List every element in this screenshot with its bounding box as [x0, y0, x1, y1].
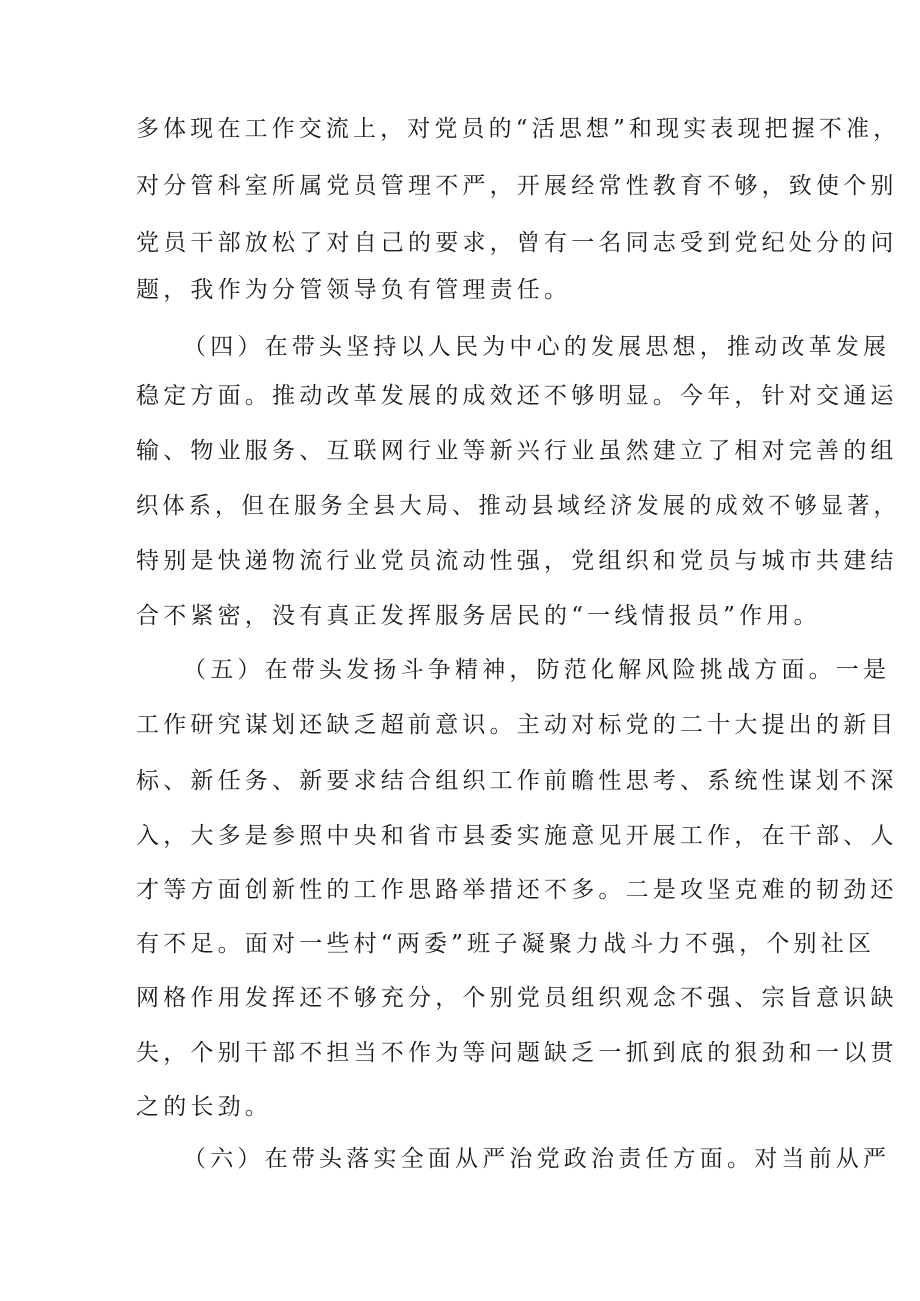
text-line: 失，个别干部不担当不作为等问题缺乏一抓到底的狠劲和一以贯 [136, 1040, 898, 1066]
text-line: 特别是快递物流行业党员流动性强，党组织和党员与城市共建结 [136, 548, 898, 574]
text-line: 才等方面创新性的工作思路举措还不多。二是攻坚克难的韧劲还 [136, 877, 898, 903]
section-heading-6: （六）在带头落实全面从严治党政治责任方面。对当前从严 [183, 1146, 891, 1172]
text-line: 合不紧密，没有真正发挥服务居民的“一线情报员”作用。 [136, 603, 821, 629]
section-heading-5: （五）在带头发扬斗争精神，防范化解风险挑战方面。一是 [183, 657, 891, 683]
text-line: 稳定方面。推动改革发展的成效还不够明显。今年，针对交通运 [136, 383, 898, 409]
text-line: 织体系，但在服务全县大局、推动县域经济发展的成效不够显著， [136, 493, 900, 519]
text-line: 网格作用发挥还不够充分，个别党员组织观念不强、宗旨意识缺 [136, 985, 898, 1011]
text-line: 入，大多是参照中央和省市县委实施意见开展工作，在干部、人 [136, 823, 898, 849]
text-line: 标、新任务、新要求结合组织工作前瞻性思考、系统性谋划不深 [136, 768, 898, 794]
text-line: 党员干部放松了对自己的要求，曾有一名同志受到党纪处分的问 [136, 230, 898, 256]
text-line: 输、物业服务、互联网行业等新兴行业虽然建立了相对完善的组 [136, 438, 898, 464]
text-line: 题，我作为分管领导负有管理责任。 [136, 277, 572, 303]
section-heading-4: （四）在带头坚持以人民为中心的发展思想，推动改革发展 [183, 334, 891, 360]
text-line: 多体现在工作交流上，对党员的“活思想”和现实表现把握不准， [136, 116, 901, 142]
text-line: 之的长劲。 [136, 1094, 272, 1120]
text-line: 工作研究谋划还缺乏超前意识。主动对标党的二十大提出的新目 [136, 712, 898, 738]
text-line: 有不足。面对一些村“两委”班子凝聚力战斗力不强，个别社区 [136, 931, 876, 957]
text-line: 对分管科室所属党员管理不严，开展经常性教育不够，致使个别 [136, 173, 898, 199]
